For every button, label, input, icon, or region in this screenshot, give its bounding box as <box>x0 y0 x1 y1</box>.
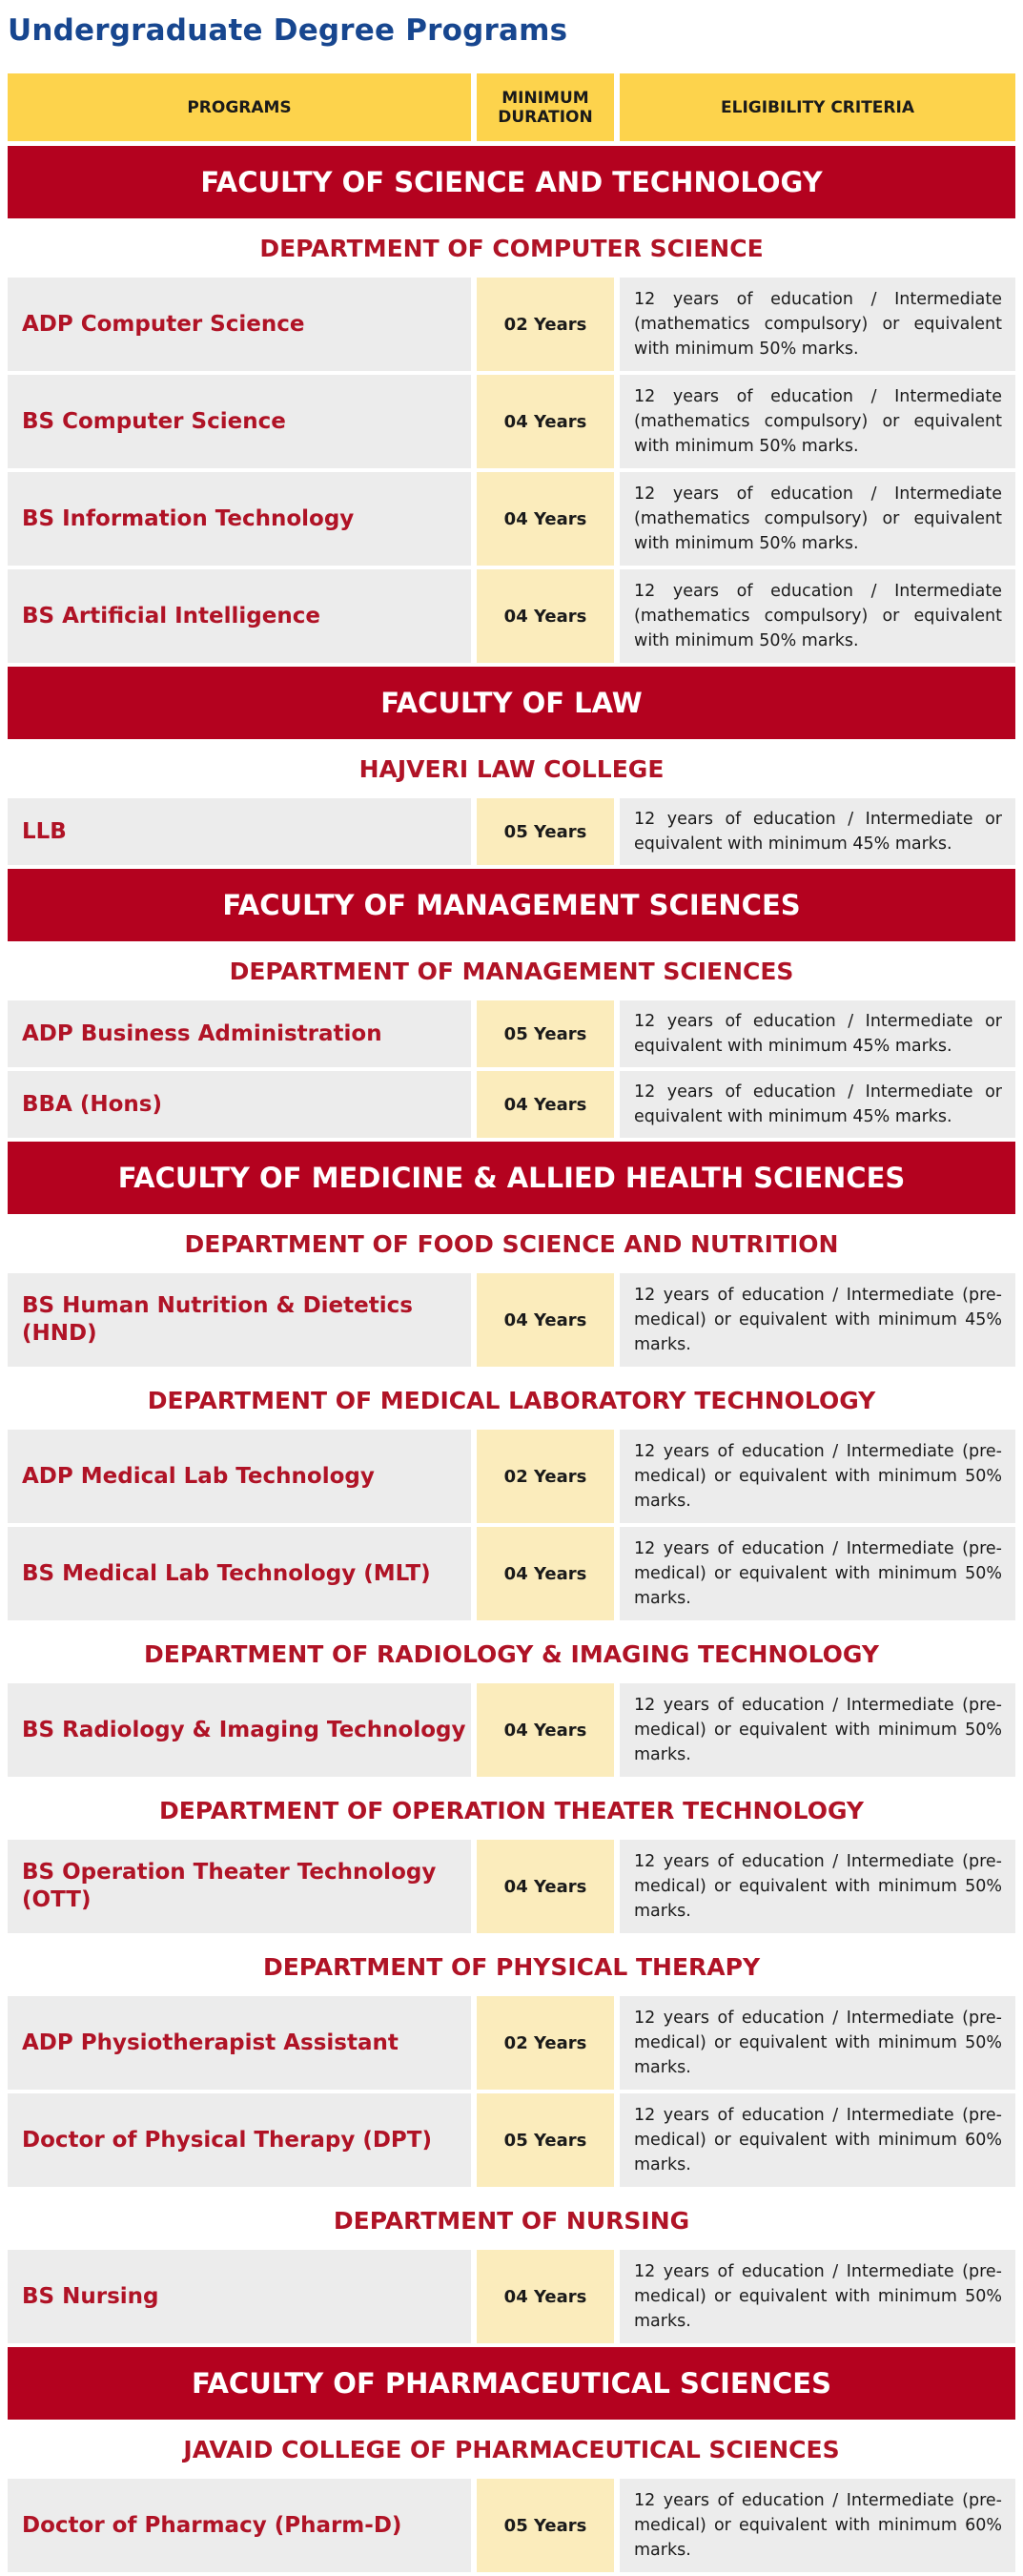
eligibility-cell <box>620 1273 1015 1367</box>
program-name: LLB <box>8 798 471 865</box>
program-duration: 04 Years <box>477 2250 614 2343</box>
department-heading: DEPARTMENT OF MANAGEMENT SCIENCES <box>229 957 794 985</box>
programs-table <box>8 73 1015 2576</box>
header-programs: PROGRAMS <box>8 73 471 141</box>
program-duration: 05 Years <box>477 2093 614 2187</box>
program-name: BS Information Technology <box>8 472 471 566</box>
eligibility-criteria: 12 years of education / Intermediate (mathematics compulsory) or equivalent with minimum 50% marks. <box>634 582 1002 650</box>
program-name: ADP Business Administration <box>8 1000 471 1067</box>
program-duration: 04 Years <box>477 569 614 663</box>
table-row <box>8 278 1015 371</box>
table-row <box>8 1430 1015 1523</box>
program-duration: 02 Years <box>477 278 614 371</box>
eligibility-cell <box>620 569 1015 663</box>
department-heading: DEPARTMENT OF MEDICAL LABORATORY TECHNOLOGY <box>147 1386 876 1414</box>
table-row <box>8 798 1015 865</box>
table-body <box>8 146 1015 2572</box>
program-duration: 04 Years <box>477 1273 614 1367</box>
table-row <box>8 2093 1015 2187</box>
eligibility-cell <box>620 278 1015 371</box>
department-heading: DEPARTMENT OF RADIOLOGY & IMAGING TECHNOLOGY <box>144 1639 879 1668</box>
faculty-heading: FACULTY OF SCIENCE AND TECHNOLOGY <box>8 146 1015 218</box>
program-name: Doctor of Physical Therapy (DPT) <box>8 2093 471 2187</box>
table-row <box>8 375 1015 468</box>
program-duration: 05 Years <box>477 798 614 865</box>
table-row <box>8 1000 1015 1067</box>
eligibility-criteria: 12 years of education / Intermediate (pre-medical) or equivalent with minimum 50% marks. <box>634 2262 1002 2331</box>
program-name: Doctor of Pharmacy (Pharm-D) <box>8 2479 471 2572</box>
header-eligibility: ELIGIBILITY CRITERIA <box>620 73 1015 141</box>
department-heading: JAVAID COLLEGE OF PHARMACEUTICAL SCIENCES <box>183 2435 840 2463</box>
eligibility-cell <box>620 1071 1015 1138</box>
department-heading: DEPARTMENT OF FOOD SCIENCE AND NUTRITION <box>184 1229 839 1258</box>
table-row <box>8 2479 1015 2572</box>
table-row <box>8 2250 1015 2343</box>
program-duration: 02 Years <box>477 1430 614 1523</box>
department-heading: HAJVERI LAW COLLEGE <box>358 754 665 783</box>
program-name: ADP Physiotherapist Assistant <box>8 1996 471 2090</box>
program-name: BS Human Nutrition & Dietetics (HND) <box>8 1273 471 1367</box>
table-row <box>8 1996 1015 2090</box>
eligibility-cell <box>620 1996 1015 2090</box>
page-title: Undergraduate Degree Programs <box>8 13 568 48</box>
header-duration-line1: MINIMUM <box>501 88 589 108</box>
program-duration: 05 Years <box>477 2479 614 2572</box>
table-row <box>8 569 1015 663</box>
faculty-heading: FACULTY OF MEDICINE & ALLIED HEALTH SCIENCES <box>8 1142 1015 1214</box>
table-row <box>8 1527 1015 1620</box>
table-row <box>8 1273 1015 1367</box>
eligibility-criteria: 12 years of education / Intermediate (mathematics compulsory) or equivalent with minimum 50% marks. <box>634 290 1002 359</box>
eligibility-criteria: 12 years of education / Intermediate (pre-medical) or equivalent with minimum 60% marks. <box>634 2491 1002 2560</box>
eligibility-criteria: 12 years of education / Intermediate (mathematics compulsory) or equivalent with minimum 50% marks. <box>634 387 1002 456</box>
table-row <box>8 472 1015 566</box>
eligibility-criteria: 12 years of education / Intermediate (pre-medical) or equivalent with minimum 50% marks. <box>634 1852 1002 1921</box>
eligibility-cell <box>620 375 1015 468</box>
program-name: BS Radiology & Imaging Technology <box>8 1683 471 1777</box>
program-duration: 04 Years <box>477 1683 614 1777</box>
table-row <box>8 1071 1015 1138</box>
eligibility-cell <box>620 1840 1015 1933</box>
program-name: ADP Computer Science <box>8 278 471 371</box>
department-heading: DEPARTMENT OF NURSING <box>333 2206 690 2235</box>
eligibility-cell <box>620 1430 1015 1523</box>
faculty-heading: FACULTY OF MANAGEMENT SCIENCES <box>8 869 1015 941</box>
program-name: BS Operation Theater Technology (OTT) <box>8 1840 471 1933</box>
eligibility-criteria: 12 years of education / Intermediate or equivalent with minimum 45% marks. <box>634 1082 1002 1126</box>
eligibility-cell <box>620 2093 1015 2187</box>
department-heading: DEPARTMENT OF COMPUTER SCIENCE <box>259 234 764 262</box>
department-heading: DEPARTMENT OF PHYSICAL THERAPY <box>262 1952 761 1981</box>
eligibility-cell <box>620 2250 1015 2343</box>
eligibility-cell <box>620 2479 1015 2572</box>
eligibility-cell <box>620 472 1015 566</box>
program-name: BS Computer Science <box>8 375 471 468</box>
program-duration: 05 Years <box>477 1000 614 1067</box>
table-row <box>8 1683 1015 1777</box>
eligibility-criteria: 12 years of education / Intermediate (pre-medical) or equivalent with minimum 50% marks. <box>634 1539 1002 1608</box>
eligibility-criteria: 12 years of education / Intermediate or equivalent with minimum 45% marks. <box>634 810 1002 854</box>
faculty-heading: FACULTY OF LAW <box>8 667 1015 739</box>
header-duration <box>477 73 614 141</box>
program-duration: 04 Years <box>477 375 614 468</box>
eligibility-criteria: 12 years of education / Intermediate (pre-medical) or equivalent with minimum 60% marks. <box>634 2106 1002 2174</box>
eligibility-criteria: 12 years of education / Intermediate (pre-medical) or equivalent with minimum 50% marks. <box>634 1696 1002 1764</box>
eligibility-cell <box>620 1527 1015 1620</box>
faculty-heading: FACULTY OF PHARMACEUTICAL SCIENCES <box>8 2347 1015 2420</box>
program-name: BS Nursing <box>8 2250 471 2343</box>
program-duration: 04 Years <box>477 1527 614 1620</box>
program-duration: 02 Years <box>477 1996 614 2090</box>
table-row <box>8 1840 1015 1933</box>
table-header <box>8 73 1015 141</box>
program-name: ADP Medical Lab Technology <box>8 1430 471 1523</box>
eligibility-criteria: 12 years of education / Intermediate (pre-medical) or equivalent with minimum 50% marks. <box>634 1442 1002 1511</box>
program-name: BS Medical Lab Technology (MLT) <box>8 1527 471 1620</box>
eligibility-cell <box>620 1000 1015 1067</box>
department-heading: DEPARTMENT OF OPERATION THEATER TECHNOLOGY <box>158 1796 865 1824</box>
program-name: BS Artificial Intelligence <box>8 569 471 663</box>
eligibility-criteria: 12 years of education / Intermediate (pre-medical) or equivalent with minimum 50% marks. <box>634 2009 1002 2077</box>
eligibility-criteria: 12 years of education / Intermediate (mathematics compulsory) or equivalent with minimum 50% marks. <box>634 484 1002 553</box>
program-duration: 04 Years <box>477 472 614 566</box>
header-duration-line2: DURATION <box>498 107 593 127</box>
eligibility-cell <box>620 1683 1015 1777</box>
program-name: BBA (Hons) <box>8 1071 471 1138</box>
eligibility-cell <box>620 798 1015 865</box>
eligibility-criteria: 12 years of education / Intermediate or equivalent with minimum 45% marks. <box>634 1012 1002 1056</box>
program-duration: 04 Years <box>477 1071 614 1138</box>
program-duration: 04 Years <box>477 1840 614 1933</box>
eligibility-criteria: 12 years of education / Intermediate (pre-medical) or equivalent with minimum 45% marks. <box>634 1286 1002 1354</box>
